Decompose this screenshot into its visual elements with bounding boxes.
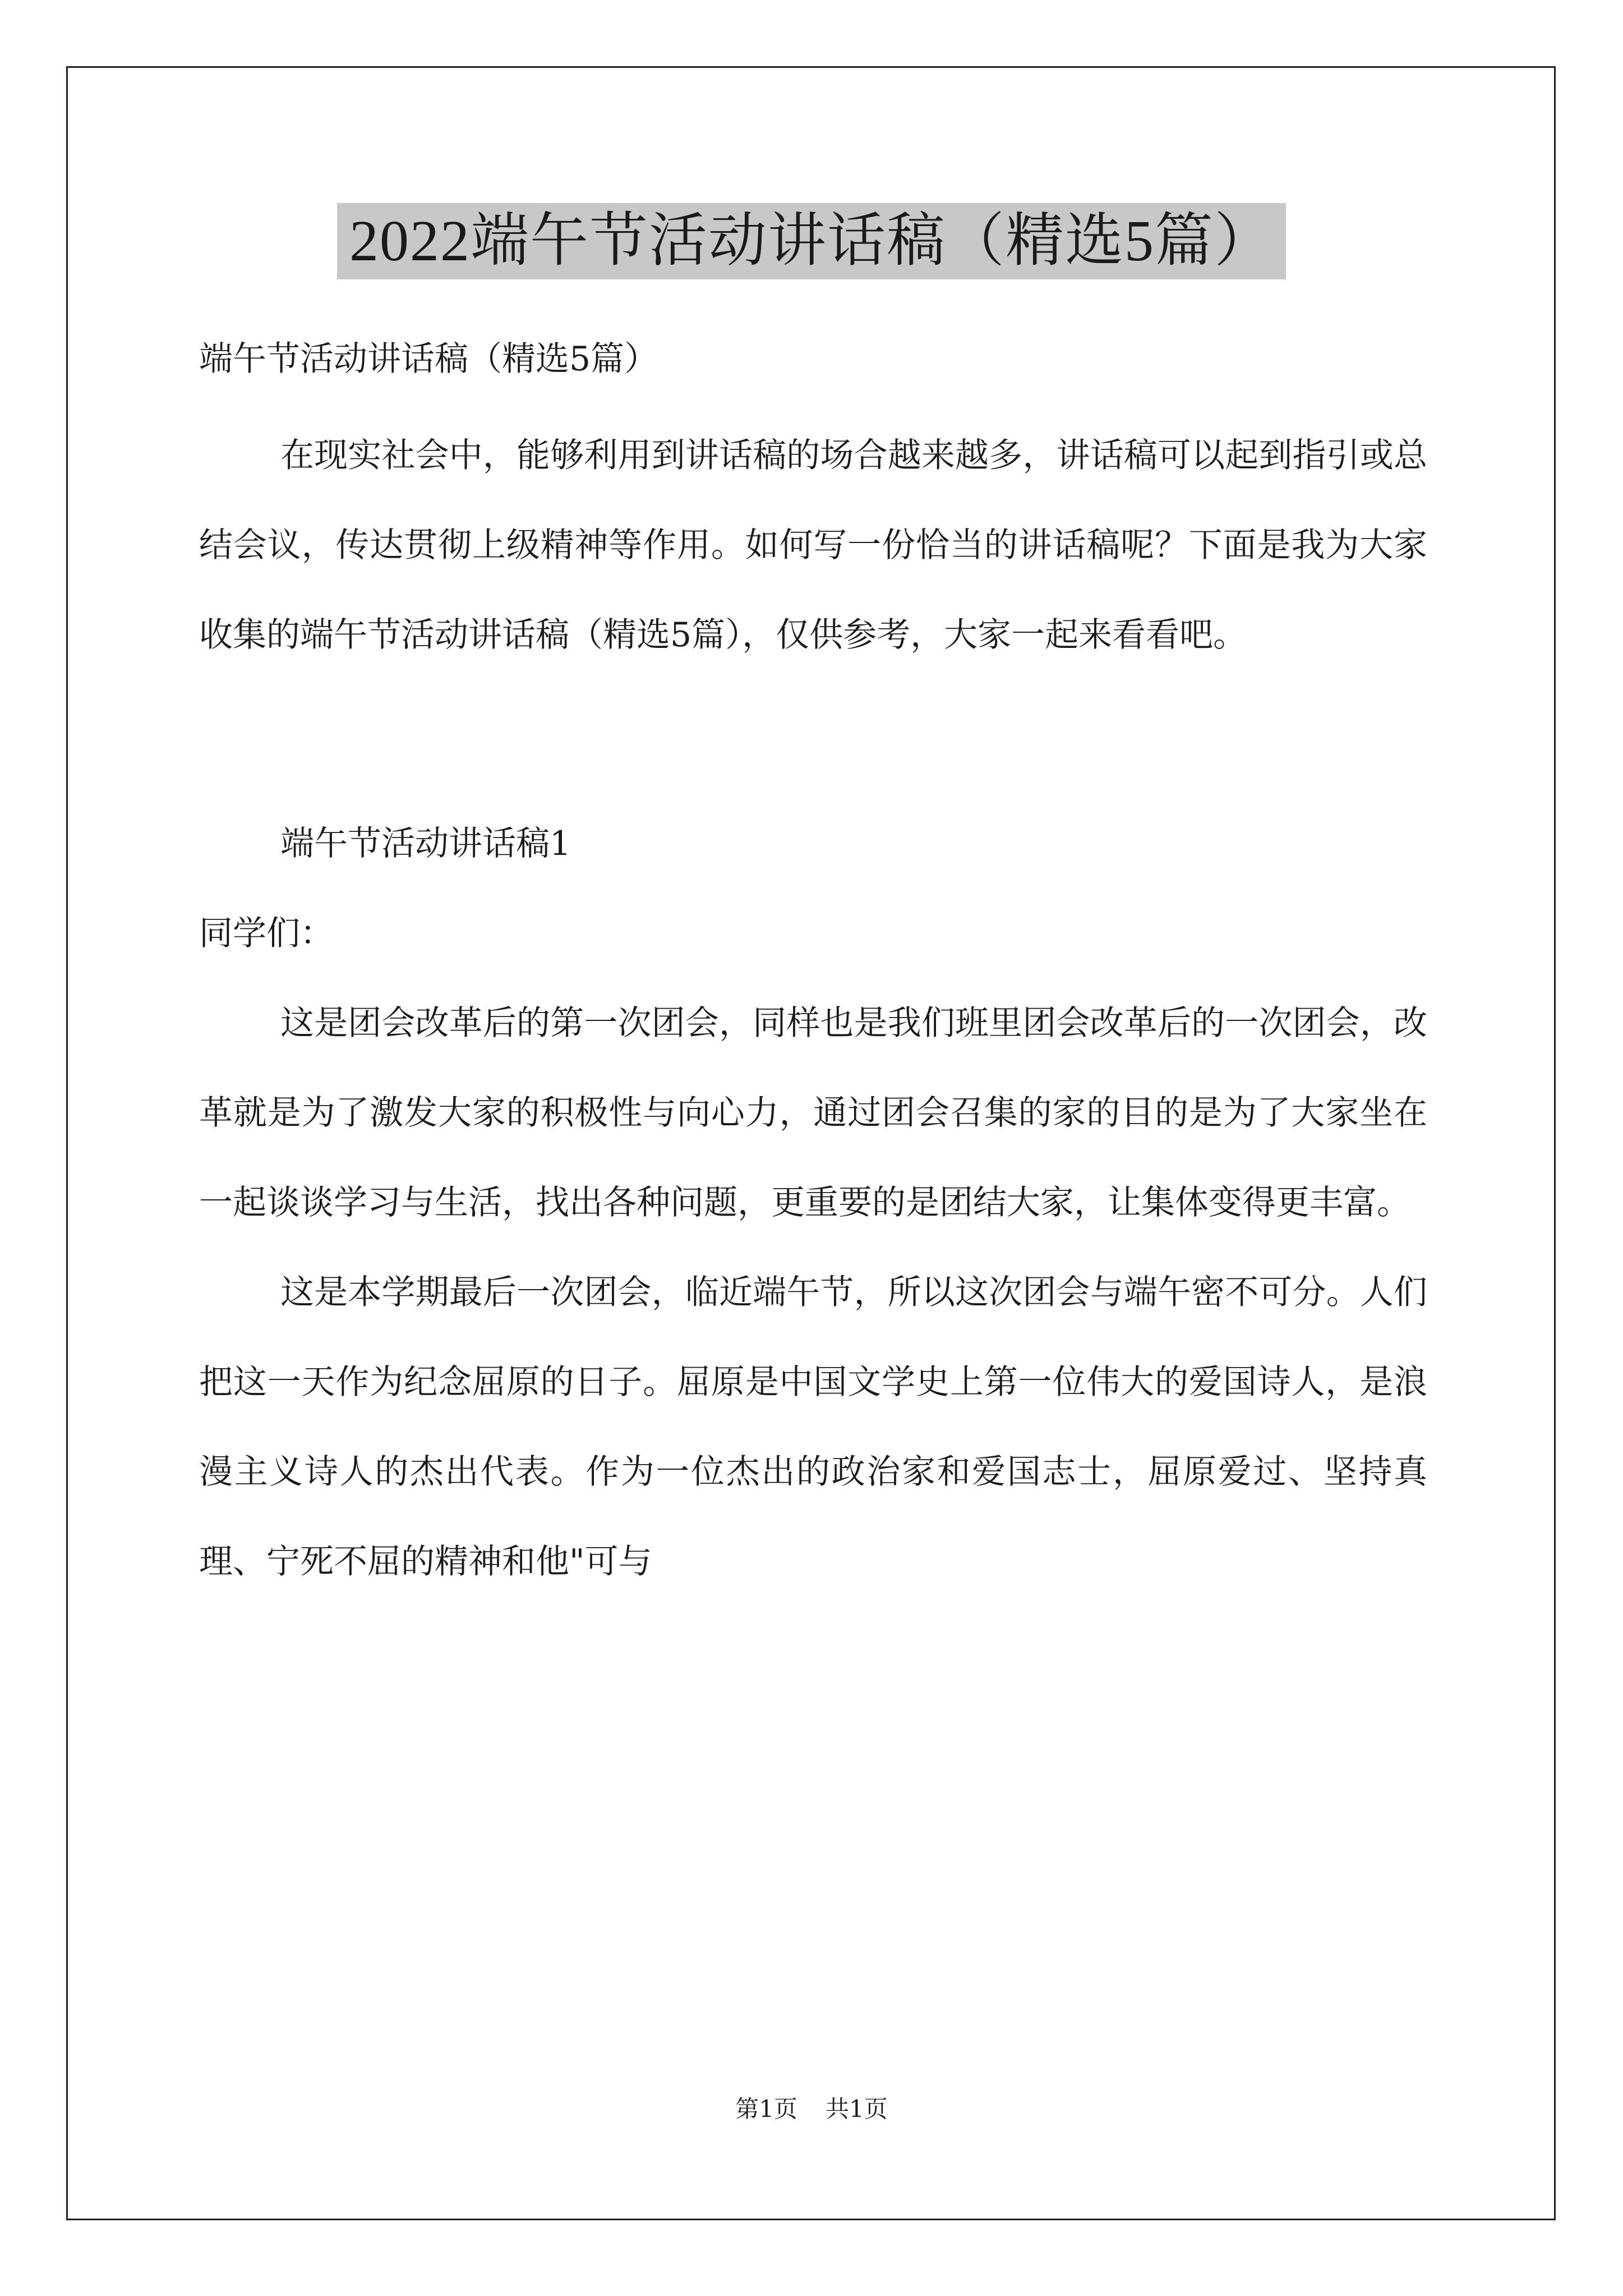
page-number: 第1页	[735, 2095, 797, 2123]
page-total: 共1页	[826, 2095, 888, 2123]
section-heading: 端午节活动讲话稿1	[280, 824, 571, 863]
title-container	[0, 203, 1623, 279]
body-paragraph: 这是本学期最后一次团会，临近端午节，所以这次团会与端午密不可分。人们把这一天作为纪念屈原的日子。屈原是中国文学史上第一位伟大的爱国诗人，是浪漫主义诗人的杰出代表。作为一位杰出的政治家和爱国志士，屈原爱过、坚持真理、宁死不屈的精神和他"可与	[199, 1273, 1427, 1581]
greeting: 同学们：	[199, 914, 334, 953]
document-body	[199, 314, 1427, 1607]
subtitle: 端午节活动讲话稿（精选5篇）	[199, 339, 658, 379]
document-title: 2022端午节活动讲话稿（精选5篇）	[337, 203, 1286, 279]
body-paragraph: 这是团会改革后的第一次团会，同样也是我们班里团会改革后的一次团会，改革就是为了激发大家的积极性与向心力，通过团会召集的家的目的是为了大家坐在一起谈谈学习与生活，找出各种问题，更重要的是团结大家，让集体变得更丰富。	[199, 1004, 1427, 1222]
intro-paragraph: 在现实社会中，能够利用到讲话稿的场合越来越多，讲话稿可以起到指引或总结会议，传达贯彻上级精神等作用。如何写一份恰当的讲话稿呢？下面是我为大家收集的端午节活动讲话稿（精选5篇），仅供参考，大家一起来看看吧。	[199, 436, 1427, 655]
page-footer	[0, 2092, 1623, 2126]
